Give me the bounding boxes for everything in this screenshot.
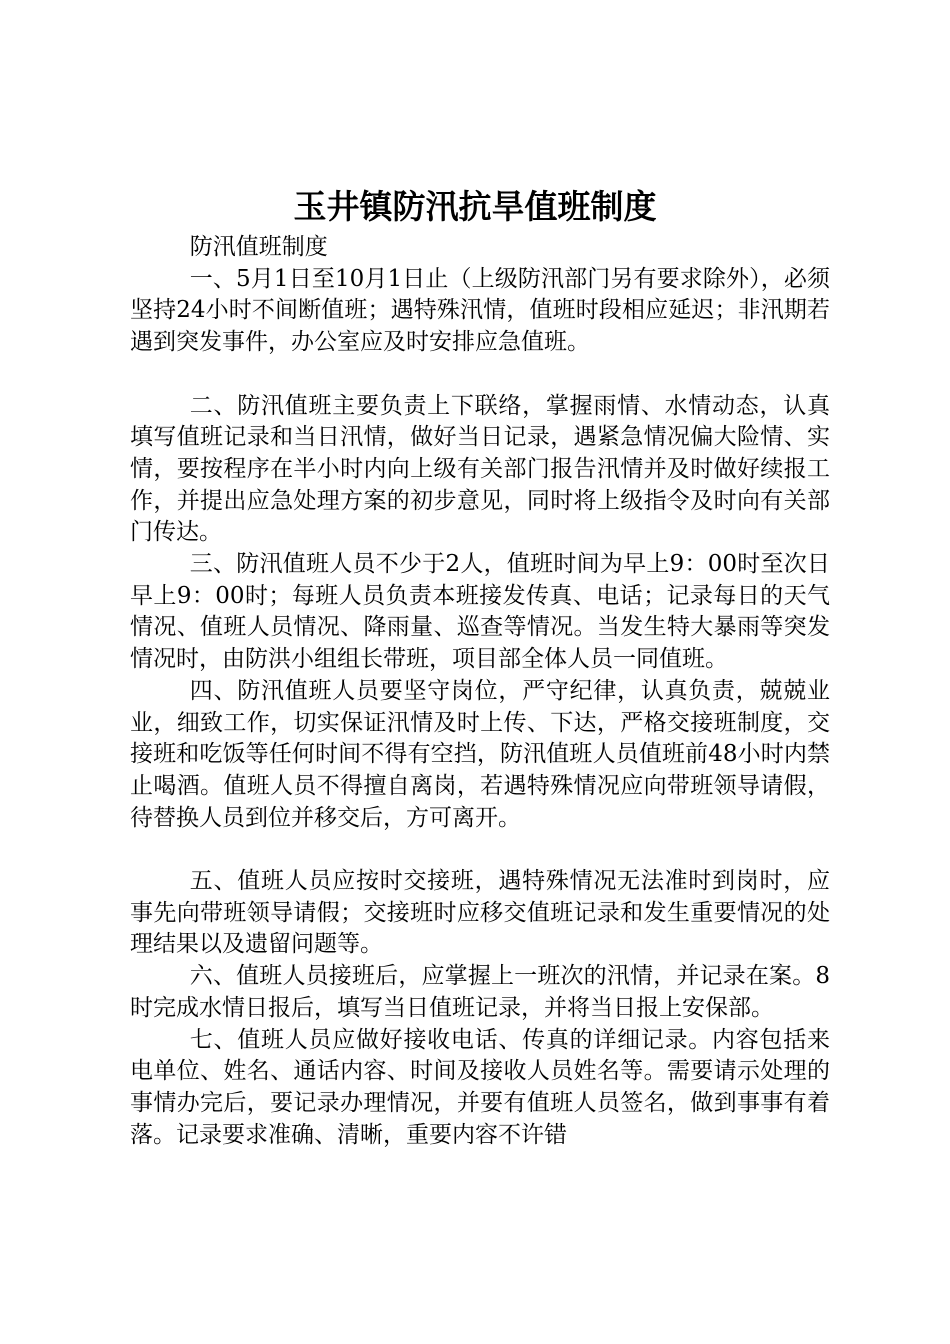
document-title: 玉井镇防汛抗旱值班制度 xyxy=(293,187,657,226)
paragraph-1: 一、5月1日至10月1日止（上级防汛部门另有要求除外），必须坚持24小时不间断值班；遇特殊汛情，值班时段相应延迟；非汛期若遇到突发事件，办公室应及时安排应急值班。 xyxy=(130,265,830,356)
paragraph-5: 五、值班人员应按时交接班，遇特殊情况无法准时到岗时，应事先向带班领导请假；交接班时应移交值班记录和发生重要情况的处理结果以及遗留问题等。 xyxy=(130,868,830,958)
paragraph-2: 二、防汛值班主要负责上下联络，掌握雨情、水情动态，认真填写值班记录和当日汛情，做好当日记录，遇紧急情况偏大险情、实情，要按程序在半小时内向上级有关部门报告汛情并及时做好续报工作，并提出应急处理方案的初步意见，同时将上级指令及时向有关部门传达。 xyxy=(130,392,830,546)
section-heading: 防汛值班制度 xyxy=(189,234,328,260)
paragraph-4: 四、防汛值班人员要坚守岗位，严守纪律，认真负责，兢兢业业，细致工作，切实保证汛情及时上传、下达，严格交接班制度，交接班和吃饭等任何时间不得有空挡，防汛值班人员值班前48小时内禁止喝酒。值班人员不得擅自离岗，若遇特殊情况应向带班领导请假，待替换人员到位并移交后，方可离开。 xyxy=(130,677,830,831)
paragraph-7: 七、值班人员应做好接收电话、传真的详细记录。内容包括来电单位、姓名、通话内容、时间及接收人员姓名等。需要请示处理的事情办完后，要记录办理情况，并要有值班人员签名，做到事事有着落。记录要求准确、清晰，重要内容不许错 xyxy=(130,1026,830,1148)
paragraph-6: 六、值班人员接班后，应掌握上一班次的汛情，并记录在案。8时完成水情日报后，填写当日值班记录，并将当日报上安保部。 xyxy=(130,963,830,1021)
document-body xyxy=(130,232,830,1151)
paragraph-3: 三、防汛值班人员不少于2人，值班时间为早上9：00时至次日早上9：00时；每班人员负责本班接发传真、电话；记录每日的天气情况、值班人员情况、降雨量、巡查等情况。当发生特大暴雨等突发情况时，由防洪小组组长带班，项目部全体人员一同值班。 xyxy=(130,551,830,673)
